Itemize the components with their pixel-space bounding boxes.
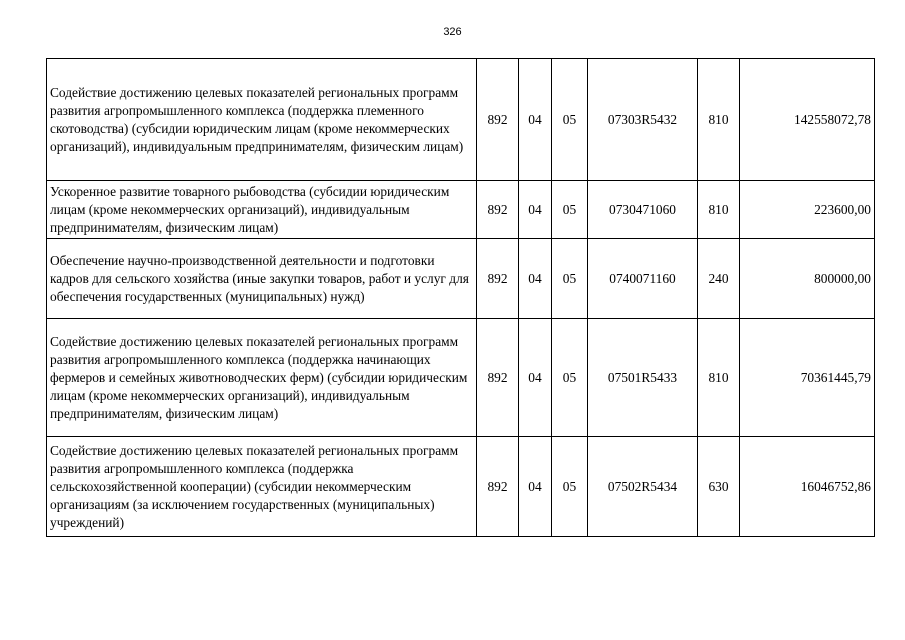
amount: 223600,00	[740, 181, 875, 239]
target-article-code: 07303R5432	[588, 59, 698, 181]
table-row	[47, 181, 875, 239]
ministry-code: 892	[477, 239, 519, 319]
subsection-code: 05	[552, 59, 588, 181]
row-description: Ускоренное развитие товарного рыбоводства (субсидии юридическим лицам (кроме некоммерческих организаций), индивидуальным предпринимателям, физическим лицам)	[47, 181, 477, 239]
amount: 70361445,79	[740, 319, 875, 437]
table-row	[47, 319, 875, 437]
page-number: 326	[443, 26, 462, 38]
table-row	[47, 437, 875, 537]
expense-type-code: 630	[698, 437, 740, 537]
amount: 16046752,86	[740, 437, 875, 537]
table-row	[47, 239, 875, 319]
section-code: 04	[519, 239, 552, 319]
target-article-code: 0740071160	[588, 239, 698, 319]
subsection-code: 05	[552, 437, 588, 537]
row-description: Содействие достижению целевых показателей региональных программ развития агропромышленного комплекса (поддержка племенного скотоводства) (субсидии юридическим лицам (кроме некоммерческих организаций), индивидуальным предпринимателям, физическим лицам)	[47, 59, 477, 181]
row-description: Содействие достижению целевых показателей региональных программ развития агропромышленного комплекса (поддержка начинающих фермеров и семейных животноводческих ферм) (субсидии юридическим лицам (кроме некоммерческих организаций), индивидуальным предпринимателям, физическим лицам)	[47, 319, 477, 437]
section-code: 04	[519, 319, 552, 437]
budget-table	[46, 58, 875, 537]
row-description: Содействие достижению целевых показателей региональных программ развития агропромышленного комплекса (поддержка сельскохозяйственной кооперации) (субсидии некоммерческим организациям (за исключением государственных (муниципальных) учреждений)	[47, 437, 477, 537]
ministry-code: 892	[477, 59, 519, 181]
subsection-code: 05	[552, 181, 588, 239]
target-article-code: 0730471060	[588, 181, 698, 239]
amount: 142558072,78	[740, 59, 875, 181]
target-article-code: 07502R5434	[588, 437, 698, 537]
section-code: 04	[519, 181, 552, 239]
section-code: 04	[519, 59, 552, 181]
amount: 800000,00	[740, 239, 875, 319]
subsection-code: 05	[552, 319, 588, 437]
ministry-code: 892	[477, 181, 519, 239]
target-article-code: 07501R5433	[588, 319, 698, 437]
expense-type-code: 240	[698, 239, 740, 319]
ministry-code: 892	[477, 437, 519, 537]
section-code: 04	[519, 437, 552, 537]
expense-type-code: 810	[698, 181, 740, 239]
expense-type-code: 810	[698, 59, 740, 181]
row-description: Обеспечение научно-производственной деятельности и подготовки кадров для сельского хозяйства (иные закупки товаров, работ и услуг для обеспечения государственных (муниципальных) нужд)	[47, 239, 477, 319]
table-row	[47, 59, 875, 181]
expense-type-code: 810	[698, 319, 740, 437]
subsection-code: 05	[552, 239, 588, 319]
ministry-code: 892	[477, 319, 519, 437]
